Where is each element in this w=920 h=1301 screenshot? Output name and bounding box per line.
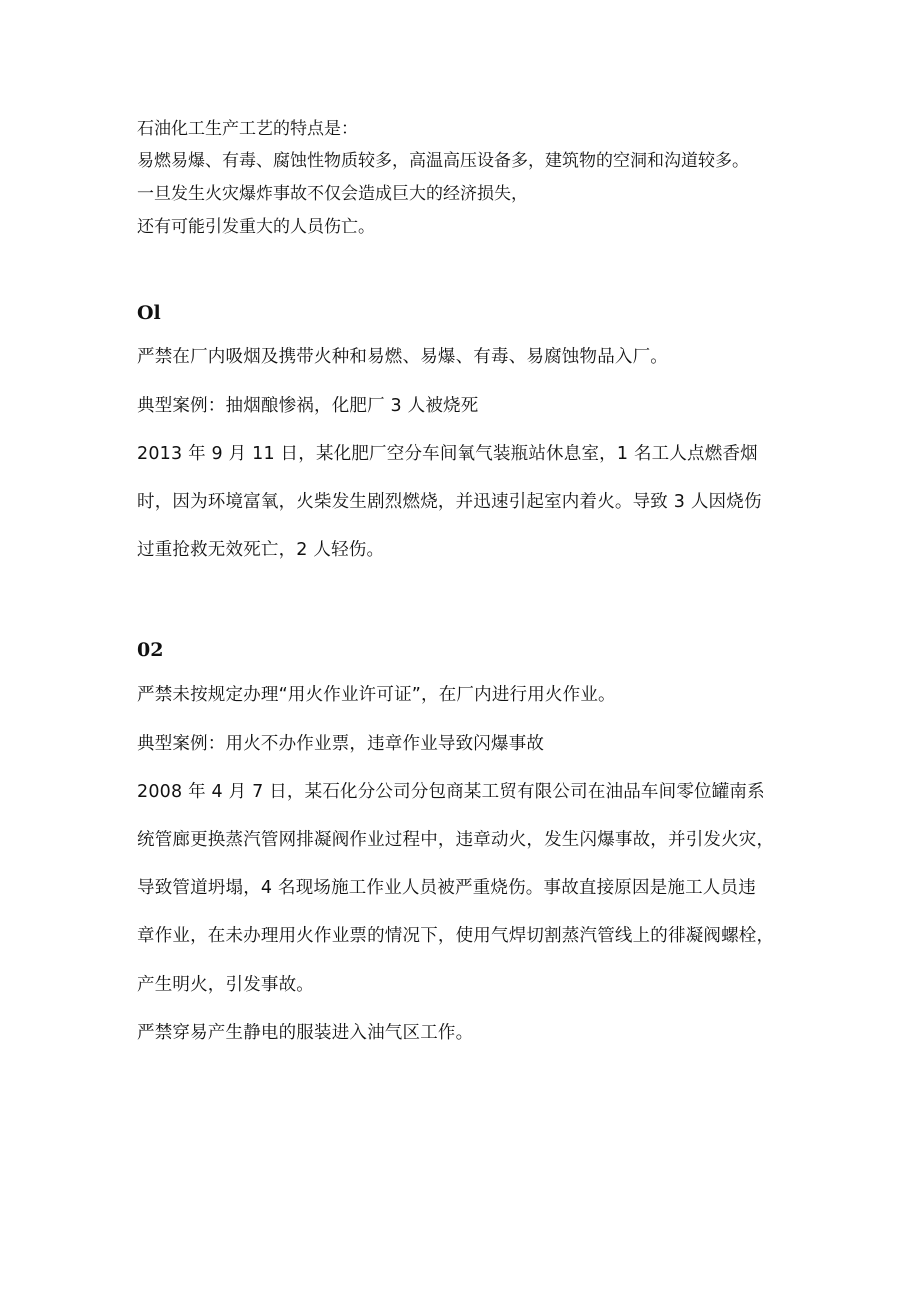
intro-line: 石油化工生产工艺的特点是： bbox=[137, 119, 358, 139]
section-number: 02 bbox=[137, 639, 164, 661]
section-number: Ol bbox=[137, 302, 161, 324]
case-line: 时，因为环境富氧，火柴发生剧烈燃烧，并迅速引起室内着火。导致 3 人因烧伤 bbox=[137, 492, 762, 512]
intro-line: 一旦发生火灾爆炸事故不仅会造成巨大的经济损失， bbox=[137, 184, 528, 204]
case-line: 统管廊更换蒸汽管网排凝阀作业过程中，违章动火，发生闪爆事故，并引发火灾， bbox=[137, 830, 775, 850]
intro-line: 易燃易爆、有毒、腐蚀性物质较多，高温高压设备多，建筑物的空洞和沟道较多。 bbox=[137, 151, 749, 171]
case-line: 章作业，在未办理用火作业票的情况下，使用气焊切割蒸汽管线上的徘凝阀螺栓， bbox=[137, 926, 775, 946]
case-line: 2008 年 4 月 7 日，某石化分公司分包商某工贸有限公司在油品车间零位罐南系 bbox=[137, 782, 765, 802]
case-title: 典型案例：用火不办作业票，违章作业导致闪爆事故 bbox=[137, 734, 545, 754]
case-line: 导致管道坍塌，4 名现场施工作业人员被严重烧伤。事故直接原因是施工人员违 bbox=[137, 878, 756, 898]
intro-line: 还有可能引发重大的人员伤亡。 bbox=[137, 217, 375, 237]
section-rule: 严禁未按规定办理“用火作业许可证”，在厂内进行用火作业。 bbox=[137, 685, 616, 705]
case-title: 典型案例：抽烟酿惨祸，化肥厂 3 人被烧死 bbox=[137, 396, 479, 416]
section-extra-rule: 严禁穿易产生静电的服装进入油气区工作。 bbox=[137, 1023, 474, 1043]
case-line: 产生明火，引发事故。 bbox=[137, 975, 314, 995]
case-line: 2013 年 9 月 11 日，某化肥厂空分车间氧气装瓶站休息室，1 名工人点燃香烟 bbox=[137, 444, 758, 464]
case-line: 过重抢救无效死亡，2 人轻伤。 bbox=[137, 540, 385, 560]
section-rule: 严禁在厂内吸烟及携带火种和易燃、易爆、有毒、易腐蚀物品入厂。 bbox=[137, 347, 668, 367]
